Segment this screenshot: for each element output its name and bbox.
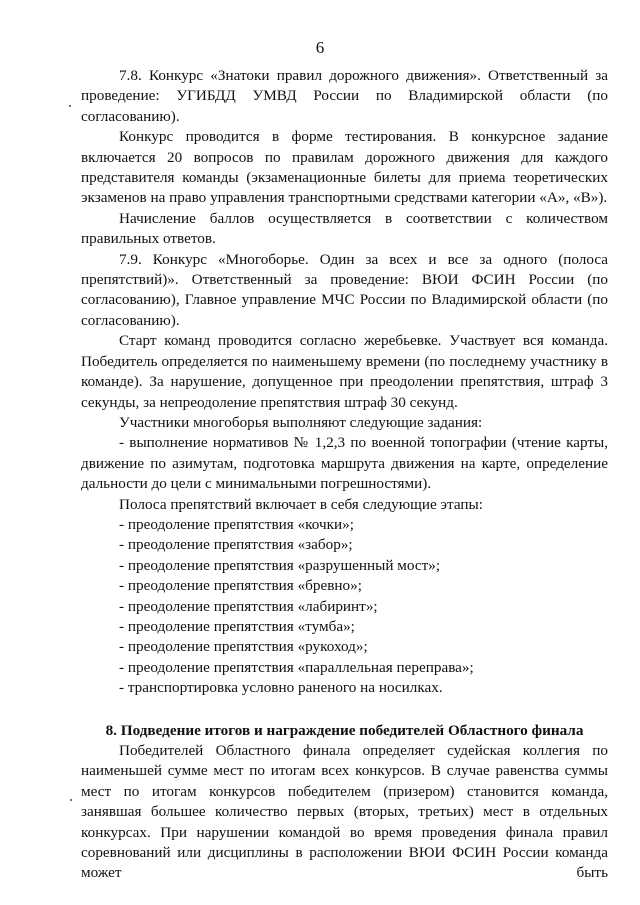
paragraph-7-9-tasks-intro: Участники многоборья выполняют следующие задания: (119, 413, 483, 431)
obstacle-course-intro: Полоса препятствий включает в себя следующие этапы: (119, 495, 483, 513)
paragraph-7-8-testing: Конкурс проводится в форме тестирования. В конкурсное задание включается 20 вопросов по правилам дорожного движения для каждого представителя команды (экзаменационные билеты для приема теоретических экзаменов на право управления транспортными средствами категории «А», «В»). (81, 128, 608, 207)
section-heading-results: 8. Подведение итогов и награждение победителей Областного финала (105, 721, 584, 739)
obstacle-list-item: - преодоление препятствия «забор»; (119, 536, 353, 554)
obstacle-list-item: - преодоление препятствия «тумба»; (119, 617, 355, 635)
paragraph-7-8-scoring: Начисление баллов осуществляется в соответствии с количеством правильных ответов. (81, 209, 608, 248)
paragraph-7-9: 7.9. Конкурс «Многоборье. Один за всех и все за одного (полоса препятствий)». Ответственный за проведение: ВЮИ ФСИН России (по согласованию), Главное управление МЧС России по Владимирской области (по согласованию). (81, 250, 608, 329)
obstacle-list-item: - преодоление препятствия «разрушенный мост»; (119, 556, 441, 574)
obstacle-list-item: - преодоление препятствия «параллельная переправа»; (119, 658, 474, 676)
obstacle-list-item: - преодоление препятствия «бревно»; (119, 577, 362, 595)
obstacle-list-item: - преодоление препятствия «рукоход»; (119, 638, 368, 656)
page-number: 6 (315, 38, 325, 57)
paragraph-7-9-start: Старт команд проводится согласно жеребьевке. Участвует вся команда. Победитель определяется по наименьшему времени (по последнему участнику в команде). За нарушение, допущенное при преодолении препятствия, штраф 3 секунды, за непреодоление препятствия штраф 30 секунд. (81, 332, 608, 411)
scan-artifact-dot (69, 105, 71, 107)
paragraph-results-winners: Победителей Областного финала определяет судейская коллегия по наименьшей сумме мест по итогам всех конкурсов. В случае равенства суммы мест по итогам конкурсов победителем (призером) становится команда, занявшая большее количество первых (вторых, третьих) мест в отдельных конкурсах. При нарушении командой во время проведения финала правил соревнований или дисциплины в расположении ВЮИ ФСИН России команда может быть (81, 742, 608, 882)
obstacle-list-item: - преодоление препятствия «лабиринт»; (119, 597, 378, 615)
obstacle-list-item: - транспортировка условно раненого на носилках. (119, 679, 443, 697)
scan-artifact-dot (70, 799, 72, 801)
obstacle-list (81, 515, 608, 699)
obstacle-list-item: - преодоление препятствия «кочки»; (119, 515, 354, 533)
paragraph-7-9-topography: - выполнение нормативов № 1,2,3 по военной топографии (чтение карты, движение по азимутам, подготовка маршрута движения на карте, определение дальности до цели с минимальными погрешностями). (81, 434, 608, 493)
document-body (81, 66, 608, 884)
paragraph-7-8: 7.8. Конкурс «Знатоки правил дорожного движения». Ответственный за проведение: УГИБДД УМВД России по Владимирской области (по согласованию). (81, 67, 608, 125)
